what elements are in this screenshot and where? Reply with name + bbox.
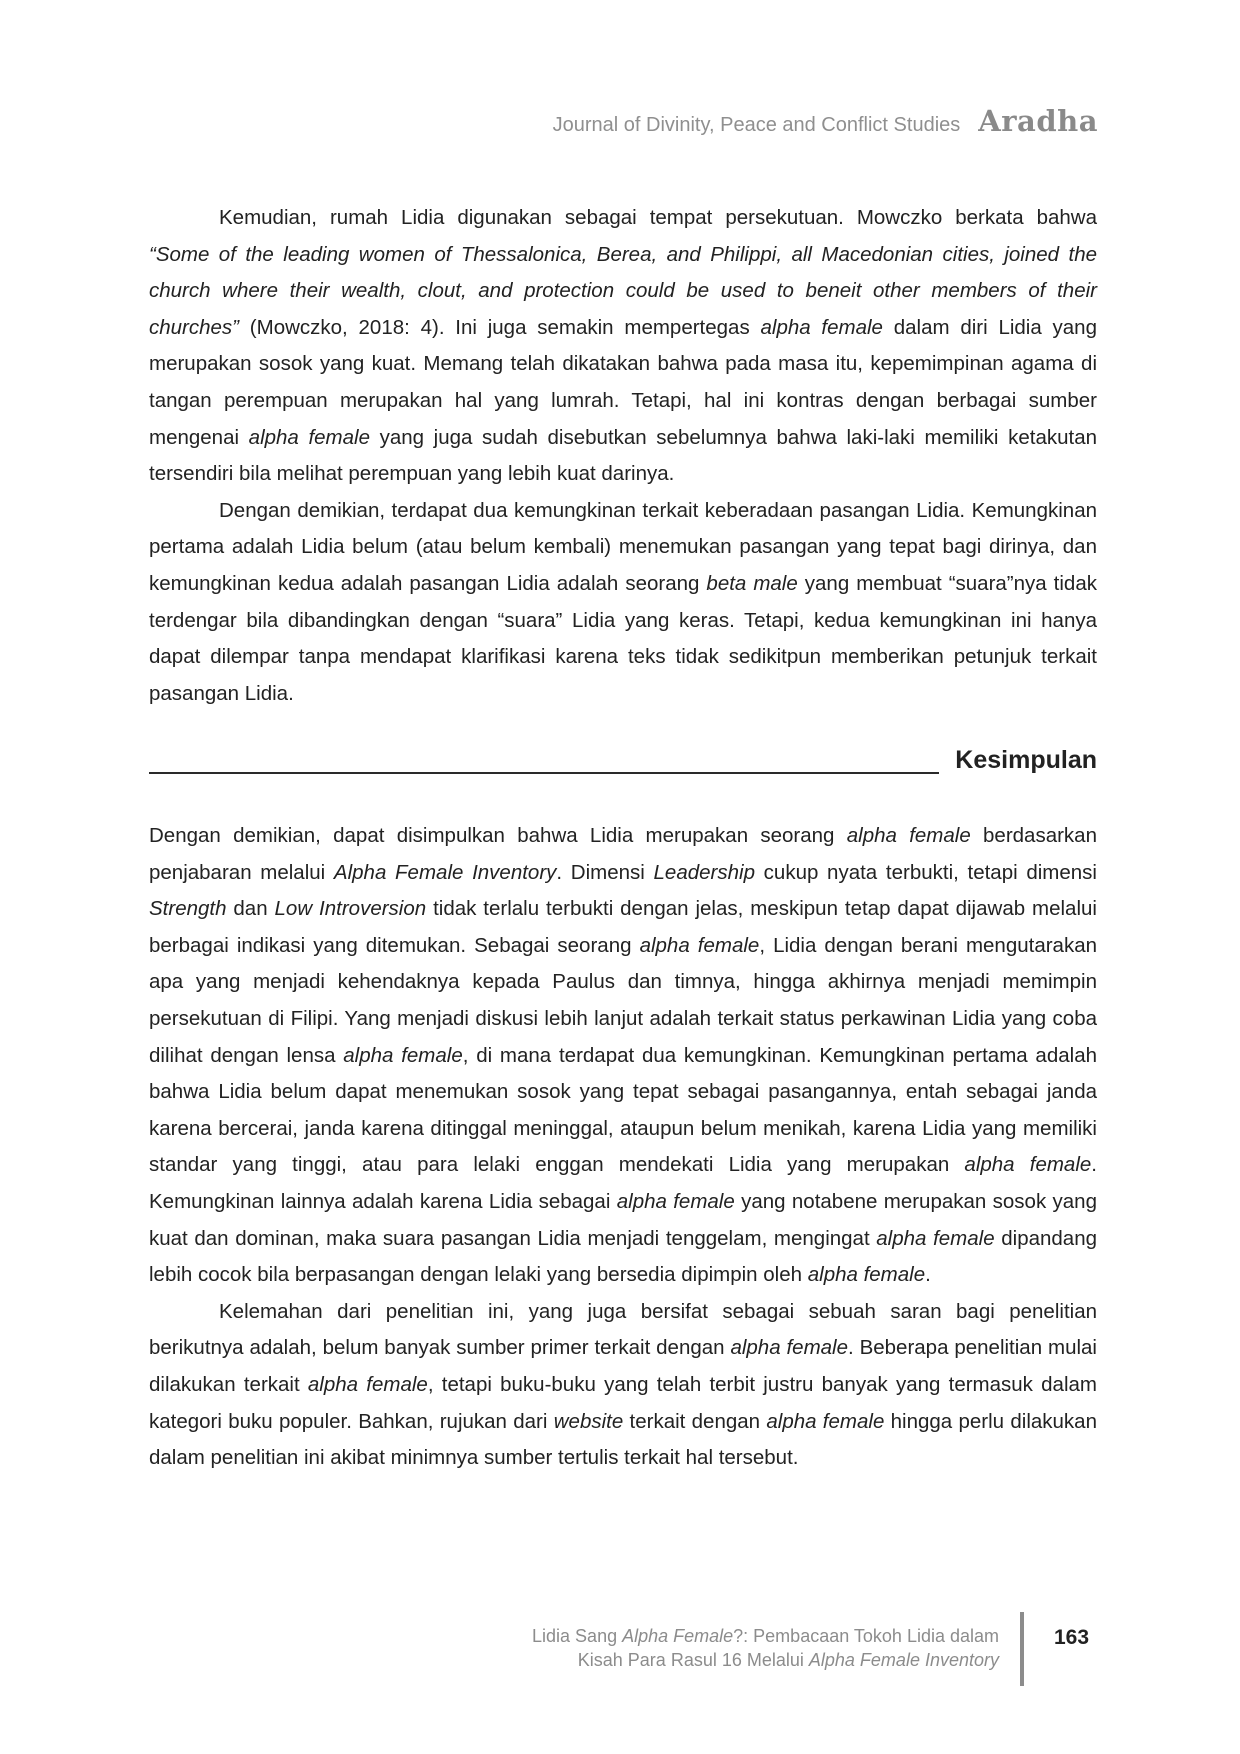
heading-rule <box>149 772 939 774</box>
italic-run: website <box>553 1409 624 1433</box>
italic-run: alpha female <box>964 1153 1092 1177</box>
journal-name: Journal of Divinity, Peace and Conflict Studies <box>552 114 961 136</box>
italic-run: Alpha Female Inventory <box>808 1650 999 1670</box>
italic-run: alpha female <box>760 315 883 339</box>
page-footer <box>0 1612 1240 1692</box>
paragraph: Kemudian, rumah Lidia digunakan sebagai tempat persekutuan. Mowczko berkata bahwa “Some of the leading women of Thessalonica, Berea, and Philippi, all Macedonian cities, joined the church where their wealth, clout, and protection could be used to beneit other members of their churches” (Mowczko, 2018: 4). Ini juga semakin mempertegas alpha female dalam diri Lidia yang merupakan sosok yang kuat. Memang telah dikatakan bahwa pada masa itu, kepemimpinan agama di tangan perempuan merupakan hal yang lumrah. Tetapi, hal ini kontras dengan berbagai sumber mengenai alpha female yang juga sudah disebutkan sebelumnya bahwa laki-laki memiliki ketakutan tersendiri bila melihat perempuan yang lebih kuat darinya. <box>149 206 1098 486</box>
italic-run: alpha female <box>616 1189 735 1213</box>
italic-run: Leadership <box>653 860 755 884</box>
section-heading-row <box>149 742 1097 782</box>
paragraph: Dengan demikian, terdapat dua kemungkinan terkait keberadaan pasangan Lidia. Kemungkinan pertama adalah Lidia belum (atau belum kembali) menemukan pasangan yang tepat bagi dirinya, dan kemungkinan kedua adalah pasangan Lidia adalah seorang beta male yang membuat “suara”nya tidak terdengar bila dibandingkan dengan “suara” Lidia yang keras. Tetapi, kedua kemungkinan ini hanya dapat dilempar tanpa mendapat klarifikasi karena teks tidak sedikitpun memberikan petunjuk terkait pasangan Lidia. <box>149 498 1097 705</box>
footer-title-line: Kisah Para Rasul 16 Melalui Alpha Female Inventory <box>577 1650 999 1670</box>
italic-run: alpha female <box>876 1226 995 1250</box>
italic-run: beta male <box>706 571 798 595</box>
page-number: 163 <box>1054 1626 1090 1649</box>
italic-run: Low Introversion <box>274 897 427 921</box>
italic-run: alpha female <box>807 1263 926 1287</box>
footer-title-line: Lidia Sang Alpha Female?: Pembacaan Tokoh Lidia dalam <box>532 1626 999 1646</box>
italic-run: alpha female <box>307 1372 428 1396</box>
section-heading: Kesimpulan <box>955 746 1097 774</box>
body-section-conclusion <box>149 818 1097 1477</box>
italic-run: alpha female <box>639 933 760 957</box>
footer-divider <box>1020 1612 1024 1686</box>
running-header <box>553 104 1098 138</box>
journal-logo: Aradha <box>978 104 1098 138</box>
italic-run: Strength <box>149 897 227 921</box>
italic-run: Alpha Female Inventory <box>333 860 557 884</box>
italic-run: alpha female <box>766 1409 885 1433</box>
italic-run: alpha female <box>846 824 971 847</box>
italic-run: alpha female <box>343 1043 463 1067</box>
footer-article-title <box>532 1624 999 1672</box>
italic-run: Alpha Female <box>622 1626 734 1646</box>
body-section-discussion <box>149 200 1097 712</box>
italic-run: alpha female <box>248 425 370 449</box>
italic-run: alpha female <box>730 1336 848 1360</box>
paragraph: Kelemahan dari penelitian ini, yang juga bersifat sebagai sebuah saran bagi penelitian berikutnya adalah, belum banyak sumber primer terkait dengan alpha female. Beberapa penelitian mulai dilakukan terkait alpha female, tetapi buku-buku yang telah terbit justru banyak yang termasuk dalam kategori buku populer. Bahkan, rujukan dari website terkait dengan alpha female hingga perlu dilakukan dalam penelitian ini akibat minimnya sumber tertulis terkait hal tersebut. <box>149 1299 1097 1470</box>
italic-run: “Some of the leading women of Thessalonica, Berea, and Philippi, all Macedonian cities, joined the church where their wealth, clout, and protection could be used to beneit other members of their churches” <box>149 242 1097 339</box>
paragraph: Dengan demikian, dapat disimpulkan bahwa Lidia merupakan seorang alpha female berdasarkan penjabaran melalui Alpha Female Inventory. Dimensi Leadership cukup nyata terbukti, tetapi dimensi Strength dan Low Introversion tidak terlalu terbukti dengan jelas, meskipun tetap dapat dijawab melalui berbagai indikasi yang ditemukan. Sebagai seorang alpha female, Lidia dengan berani mengutarakan apa yang menjadi kehendaknya kepada Paulus dan timnya, hingga akhirnya menjadi memimpin persekutuan di Filipi. Yang menjadi diskusi lebih lanjut adalah terkait status perkawinan Lidia yang coba dilihat dengan lensa alpha female, di mana terdapat dua kemungkinan. Kemungkinan pertama adalah bahwa Lidia belum dapat menemukan sosok yang tepat sebagai pasangannya, entah sebagai janda karena bercerai, janda karena ditinggal meninggal, ataupun belum menikah, karena Lidia yang memiliki standar yang tinggi, atau para lelaki enggan mendekati Lidia yang merupakan alpha female. Kemungkinan lainnya adalah karena Lidia sebagai alpha female yang notabene merupakan sosok yang kuat dan dominan, maka suara pasangan Lidia menjadi tenggelam, mengingat alpha female dipandang lebih cocok bila berpasangan dengan lelaki yang bersedia dipimpin oleh alpha female. <box>149 824 1098 1287</box>
